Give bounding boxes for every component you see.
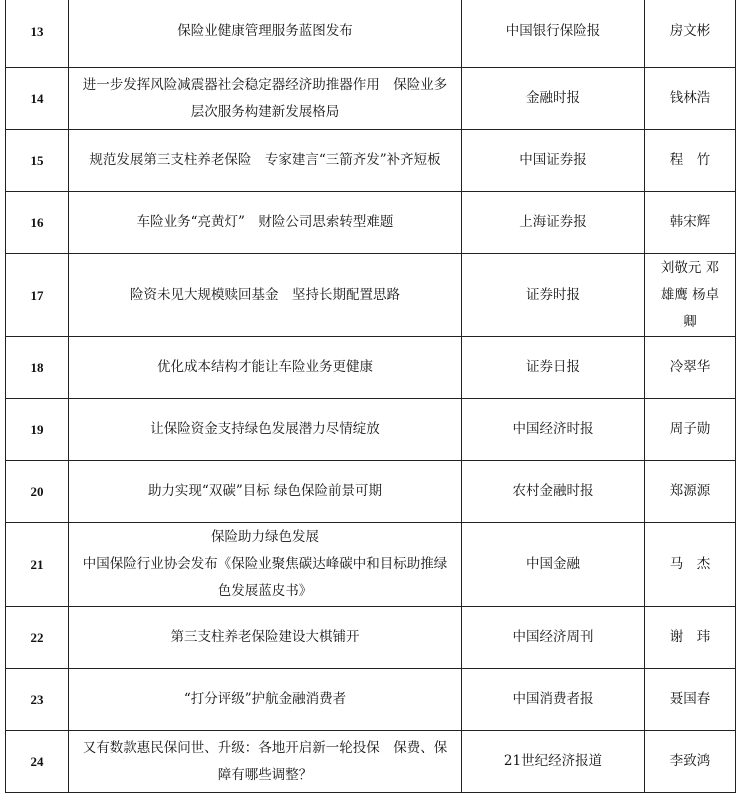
media-name: 21世纪经济报道 (462, 731, 645, 793)
media-name: 农村金融时报 (462, 461, 645, 523)
article-title (69, 523, 462, 607)
article-title: 让保险资金支持绿色发展潜力尽情绽放 (69, 399, 462, 461)
author-name: 刘敬元 邓雄鹰 杨卓卿 (645, 254, 736, 337)
table-row (6, 461, 736, 523)
media-name: 中国经济时报 (462, 399, 645, 461)
table-row (6, 254, 736, 337)
article-title: 险资未见大规模赎回基金 坚持长期配置思路 (69, 254, 462, 337)
table-row (6, 731, 736, 793)
table-row (6, 337, 736, 399)
media-name: 中国证券报 (462, 130, 645, 192)
author-name: 房文彬 (645, 0, 736, 68)
media-name: 证券日报 (462, 337, 645, 399)
article-title: 规范发展第三支柱养老保险 专家建言“三箭齐发”补齐短板 (69, 130, 462, 192)
row-number: 23 (6, 669, 69, 731)
author-name: 冷翠华 (645, 337, 736, 399)
article-title: 进一步发挥风险减震器社会稳定器经济助推器作用 保险业多层次服务构建新发展格局 (69, 68, 462, 130)
author-name: 马 杰 (645, 523, 736, 607)
media-name: 中国消费者报 (462, 669, 645, 731)
media-name: 上海证券报 (462, 192, 645, 254)
table-row (6, 399, 736, 461)
author-name: 钱林浩 (645, 68, 736, 130)
row-number: 16 (6, 192, 69, 254)
media-name: 金融时报 (462, 68, 645, 130)
row-number: 20 (6, 461, 69, 523)
author-name: 聂国春 (645, 669, 736, 731)
table-row (6, 669, 736, 731)
article-title-line: 中国保险行业协会发布《保险业聚焦碳达峰碳中和目标助推绿色发展蓝皮书》 (82, 556, 448, 599)
row-number: 22 (6, 607, 69, 669)
media-name: 中国金融 (462, 523, 645, 607)
author-name: 李致鸿 (645, 731, 736, 793)
author-name: 程 竹 (645, 130, 736, 192)
article-title: 车险业务“亮黄灯” 财险公司思索转型难题 (69, 192, 462, 254)
row-number: 13 (6, 0, 69, 68)
article-title: 第三支柱养老保险建设大棋铺开 (69, 607, 462, 669)
article-title-line: 保险助力绿色发展 (211, 529, 319, 545)
media-name: 证券时报 (462, 254, 645, 337)
media-name: 中国经济周刊 (462, 607, 645, 669)
article-title: 助力实现“双碳”目标 绿色保险前景可期 (69, 461, 462, 523)
article-title: 又有数款惠民保问世、升级：各地开启新一轮投保 保费、保障有哪些调整？ (69, 731, 462, 793)
author-name: 周子勋 (645, 399, 736, 461)
article-title: “打分评级”护航金融消费者 (69, 669, 462, 731)
article-list-table (5, 0, 736, 793)
row-number: 14 (6, 68, 69, 130)
row-number: 15 (6, 130, 69, 192)
row-number: 18 (6, 337, 69, 399)
article-title: 保险业健康管理服务蓝图发布 (69, 0, 462, 68)
table-row (6, 523, 736, 607)
article-title: 优化成本结构才能让车险业务更健康 (69, 337, 462, 399)
table-row (6, 68, 736, 130)
table-row (6, 192, 736, 254)
author-name: 韩宋辉 (645, 192, 736, 254)
row-number: 17 (6, 254, 69, 337)
author-name: 谢 玮 (645, 607, 736, 669)
table-row (6, 0, 736, 68)
table-row (6, 607, 736, 669)
row-number: 21 (6, 523, 69, 607)
media-name: 中国银行保险报 (462, 0, 645, 68)
author-name: 郑源源 (645, 461, 736, 523)
row-number: 24 (6, 731, 69, 793)
table-row (6, 130, 736, 192)
row-number: 19 (6, 399, 69, 461)
